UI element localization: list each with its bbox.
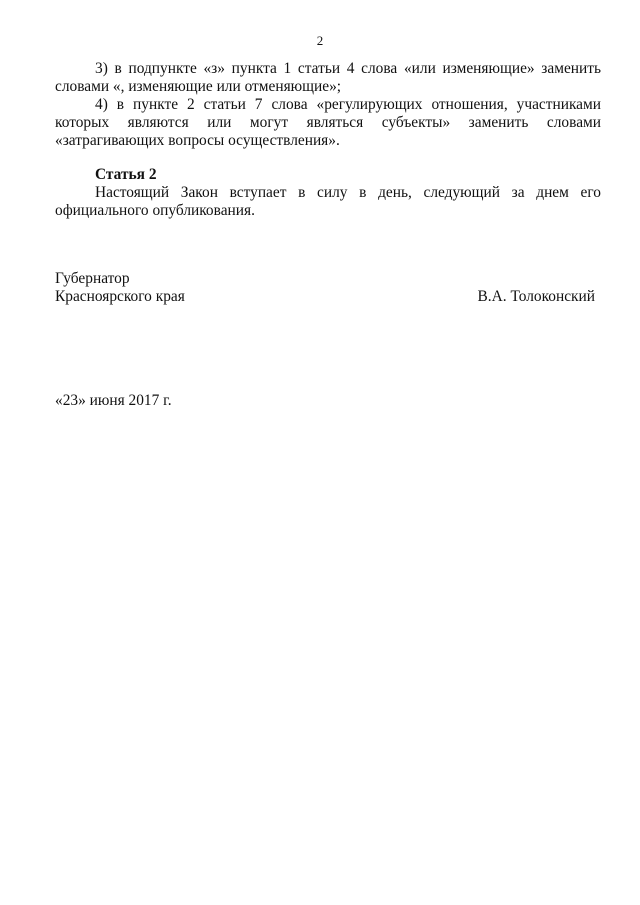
page-number: 2 bbox=[316, 33, 324, 48]
signatory-title-line2: Красноярского края bbox=[55, 288, 185, 305]
article-text: Настоящий Закон вступает в силу в день, следующий за днем его официального опубликования. bbox=[55, 184, 601, 219]
signature-block bbox=[55, 270, 601, 306]
signatory-title-line1: Губернатор bbox=[55, 270, 130, 287]
amendment-item-3: 3) в подпункте «з» пункта 1 статьи 4 слова «или изменяющие» заменить словами «, изменяющие или отменяющие»; bbox=[55, 60, 601, 95]
article-heading: Статья 2 bbox=[95, 166, 157, 183]
article-2-section bbox=[55, 166, 601, 220]
document-date: «23» июня 2017 г. bbox=[55, 392, 172, 409]
signature-line bbox=[55, 288, 601, 306]
amendments-section bbox=[55, 60, 601, 150]
amendment-item-4: 4) в пункте 2 статьи 7 слова «регулирующих отношения, участниками которых являются или могут являться субъекты» заменить словами «затрагивающих вопросы осуществления». bbox=[55, 96, 601, 149]
signatory-name: В.А. Толоконский bbox=[477, 288, 595, 305]
